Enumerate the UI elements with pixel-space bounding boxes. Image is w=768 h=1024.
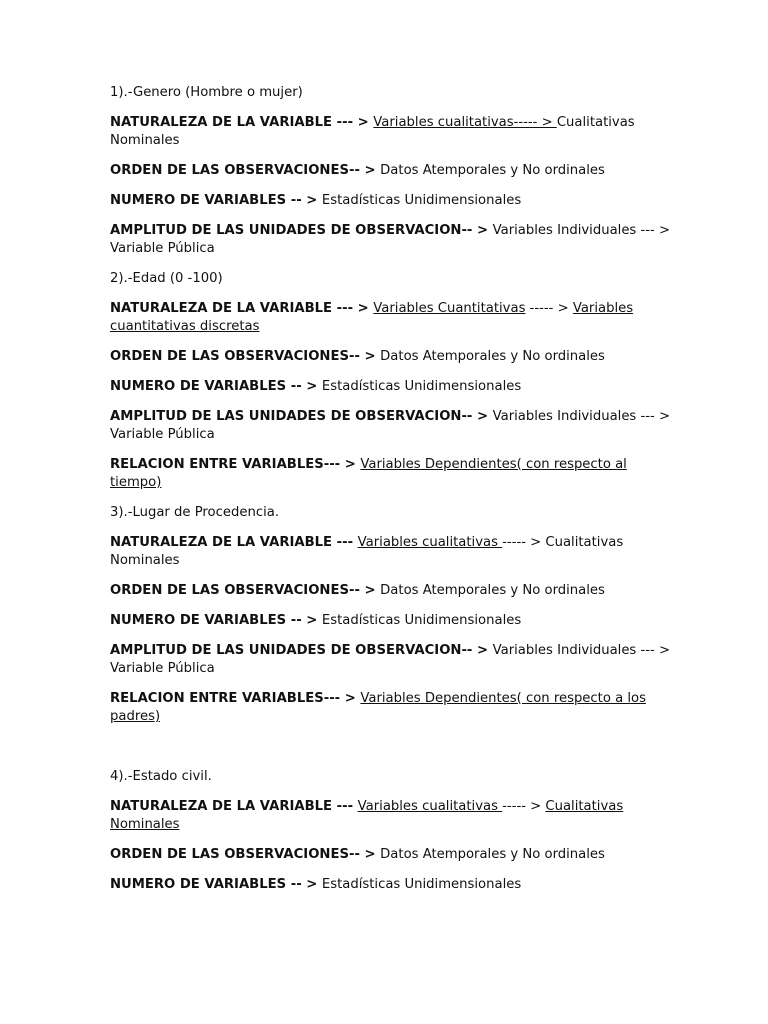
- naturaleza-separator: ----- >: [502, 535, 546, 550]
- blank-gap: [110, 738, 670, 768]
- naturaleza-line: [110, 114, 670, 150]
- document-page: [110, 84, 670, 906]
- orden-line: [110, 846, 670, 864]
- numero-label: NUMERO DE VARIABLES -- >: [110, 613, 322, 628]
- numero-value: Estadísticas Unidimensionales: [321, 193, 522, 208]
- orden-value: Datos Atemporales y No ordinales: [380, 163, 605, 178]
- amplitud-value: Variables Individuales --- > Variable Pública: [110, 223, 671, 256]
- naturaleza-line: [110, 534, 670, 570]
- numero-value: Estadísticas Unidimensionales: [321, 877, 522, 892]
- numero-line: [110, 612, 670, 630]
- numero-line: [110, 876, 670, 894]
- naturaleza-line: [110, 798, 670, 834]
- naturaleza-value: Variables cualitativas: [357, 799, 503, 814]
- orden-value: Datos Atemporales y No ordinales: [380, 847, 605, 862]
- naturaleza-label: NATURALEZA DE LA VARIABLE --- >: [110, 115, 374, 130]
- item-heading: 1).-Genero (Hombre o mujer): [110, 85, 303, 100]
- amplitud-value: Variables Individuales --- > Variable Pública: [110, 643, 671, 676]
- amplitud-line: [110, 408, 670, 444]
- naturaleza-separator: ----- >: [502, 799, 546, 814]
- naturaleza-value-b: Cualitativas Nominales: [110, 535, 624, 568]
- orden-label: ORDEN DE LAS OBSERVACIONES-- >: [110, 847, 381, 862]
- orden-line: [110, 162, 670, 180]
- numero-label: NUMERO DE VARIABLES -- >: [110, 193, 322, 208]
- relacion-label: RELACION ENTRE VARIABLES--- >: [110, 457, 361, 472]
- naturaleza-value-b: Cualitativas Nominales: [110, 799, 624, 832]
- relacion-line: [110, 456, 670, 492]
- numero-line: [110, 192, 670, 210]
- naturaleza-label: NATURALEZA DE LA VARIABLE --- >: [110, 301, 374, 316]
- naturaleza-label: NATURALEZA DE LA VARIABLE ---: [110, 535, 358, 550]
- amplitud-value: Variables Individuales --- > Variable Pública: [110, 409, 671, 442]
- naturaleza-value: Variables cualitativas----- >: [373, 115, 557, 130]
- item-heading: 3).-Lugar de Procedencia.: [110, 505, 280, 520]
- orden-label: ORDEN DE LAS OBSERVACIONES-- >: [110, 349, 381, 364]
- naturaleza-value: Variables cualitativas: [357, 535, 503, 550]
- orden-line: [110, 582, 670, 600]
- orden-value: Datos Atemporales y No ordinales: [380, 349, 605, 364]
- orden-value: Datos Atemporales y No ordinales: [380, 583, 605, 598]
- relacion-label: RELACION ENTRE VARIABLES--- >: [110, 691, 361, 706]
- numero-value: Estadísticas Unidimensionales: [321, 379, 522, 394]
- amplitud-label: AMPLITUD DE LAS UNIDADES DE OBSERVACION-- >: [110, 223, 493, 238]
- relacion-value: Variables Dependientes( con respecto a los padres): [110, 691, 646, 724]
- naturaleza-line: [110, 300, 670, 336]
- amplitud-line: [110, 642, 670, 678]
- orden-label: ORDEN DE LAS OBSERVACIONES-- >: [110, 163, 381, 178]
- numero-label: NUMERO DE VARIABLES -- >: [110, 877, 322, 892]
- item-heading: 2).-Edad (0 -100): [110, 271, 223, 286]
- orden-line: [110, 348, 670, 366]
- relacion-line: [110, 690, 670, 726]
- orden-label: ORDEN DE LAS OBSERVACIONES-- >: [110, 583, 381, 598]
- numero-label: NUMERO DE VARIABLES -- >: [110, 379, 322, 394]
- amplitud-line: [110, 222, 670, 258]
- amplitud-label: AMPLITUD DE LAS UNIDADES DE OBSERVACION-- >: [110, 643, 493, 658]
- naturaleza-separator: ----- >: [525, 301, 573, 316]
- relacion-value: Variables Dependientes( con respecto al tiempo): [110, 457, 627, 490]
- item-heading: 4).-Estado civil.: [110, 769, 212, 784]
- numero-value: Estadísticas Unidimensionales: [321, 613, 522, 628]
- naturaleza-value-b: Variables cuantitativas discretas: [110, 301, 634, 334]
- naturaleza-label: NATURALEZA DE LA VARIABLE ---: [110, 799, 358, 814]
- naturaleza-value-b: Cualitativas Nominales: [110, 115, 635, 148]
- amplitud-label: AMPLITUD DE LAS UNIDADES DE OBSERVACION-- >: [110, 409, 493, 424]
- naturaleza-value: Variables Cuantitativas: [373, 301, 526, 316]
- numero-line: [110, 378, 670, 396]
